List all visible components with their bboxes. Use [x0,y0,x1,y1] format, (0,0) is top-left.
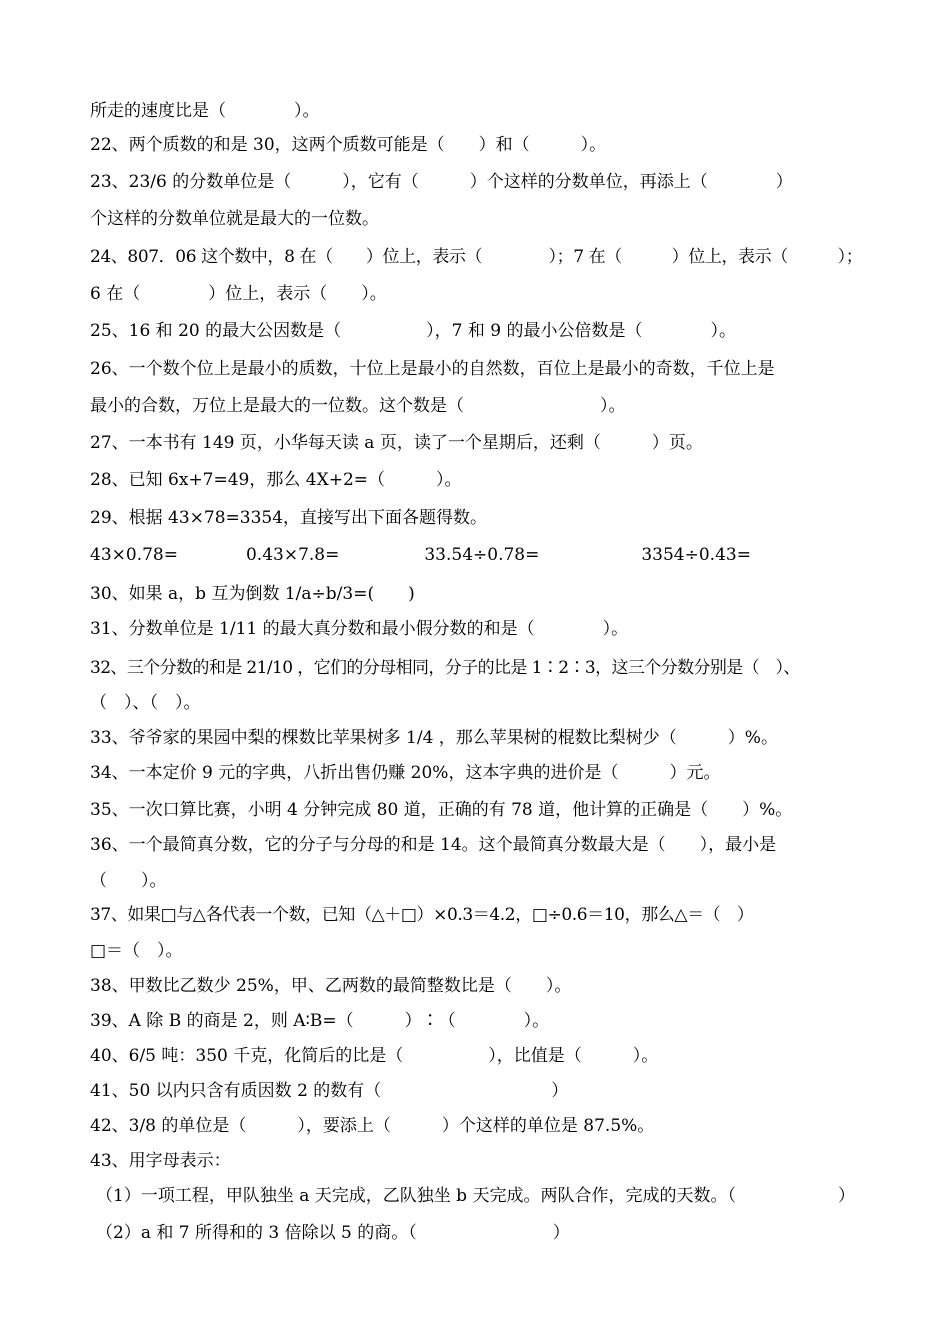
question-36: 36、一个最简真分数，它的分子与分母的和是 14。这个最简真分数最大是（ ），最小是 [90,835,777,855]
question-31: 31、分数单位是 1/11 的最大真分数和最小假分数的和是（ ）。 [90,619,629,639]
question-25: 25、16 和 20 的最大公因数是（ ），7 和 9 的最小公倍数是（ ）。 [90,321,736,341]
question-43: 43、用字母表示： [90,1151,231,1171]
question-21-continued: 所走的速度比是（ ）。 [90,101,320,121]
question-32-continued: （ ）、（ ）。 [90,693,201,713]
question-22: 22、两个质数的和是 30，这两个质数可能是（ ）和（ ）。 [90,135,607,155]
question-29-items: 43×0.78= 0.43×7.8= 33.54÷0.78= 3354÷0.43= [90,545,751,565]
question-28: 28、已知 6x+7=49，那么 4X+2=（ ）。 [90,470,462,490]
question-42: 42、3/8 的单位是（ ），要添上（ ）个这样的单位是 87.5%。 [90,1116,655,1136]
question-38: 38、甲数比乙数少 25%，甲、乙两数的最简整数比是（ ）。 [90,976,572,996]
question-36-continued: （ ）。 [90,871,167,891]
question-26-continued: 最小的合数，万位上是最大的一位数。这个数是（ ）。 [90,396,626,416]
question-24: 24、807．06 这个数中，8 在（ ）位上，表示（ ）；7 在（ ）位上，表示（ ）； [90,247,863,267]
question-23: 23、23/6 的分数单位是（ ），它有（ ）个这样的分数单位，再添上（ ） [90,172,793,192]
question-24-continued: 6 在（ ）位上，表示（ ）。 [90,284,387,304]
question-35: 35、一次口算比赛，小明 4 分钟完成 80 道，正确的有 78 道，他计算的正确是（ ）%。 [90,800,793,820]
question-43-part-1: （1）一项工程，甲队独坐 a 天完成，乙队独坐 b 天完成。两队合作，完成的天数。（ ） [96,1186,855,1206]
question-33: 33、爷爷家的果园中梨的棵数比苹果树多 1/4 ，那么苹果树的棍数比梨树少（ ）%。 [90,728,778,748]
question-23-continued: 个这样的分数单位就是最大的一位数。 [90,209,379,229]
question-26: 26、一个数个位上是最小的质数，十位上是最小的自然数，百位上是最小的奇数，千位上是 [90,359,775,379]
question-41: 41、50 以内只含有质因数 2 的数有（ ） [90,1081,569,1101]
question-37: 37、如果□与△各代表一个数，已知（△＋□）×0.3＝4.2，□÷0.6＝10，那么△＝（ ） [90,905,754,925]
question-39: 39、A 除 B 的商是 2，则 A∶B=（ ）∶（ ）。 [90,1011,550,1031]
question-30: 30、如果 a，b 互为倒数 1/a÷b/3=( ) [90,584,415,604]
question-29: 29、根据 43×78=3354，直接写出下面各题得数。 [90,508,488,528]
question-37-continued: □＝（ ）。 [90,941,183,961]
question-40: 40、6/5 吨：350 千克，化简后的比是（ ），比值是（ ）。 [90,1046,659,1066]
question-34: 34、一本定价 9 元的字典，八折出售仍赚 20%，这本字典的进价是（ ）元。 [90,763,721,783]
question-27: 27、一本书有 149 页，小华每天读 a 页，读了一个星期后，还剩（ ）页。 [90,433,703,453]
question-43-part-2: （2）a 和 7 所得和的 3 倍除以 5 的商。（ ） [96,1223,570,1243]
question-32: 32、三个分数的和是 21/10 ，它们的分母相同，分子的比是 1∶2∶3，这三个分数分别是（ ）、 [90,658,800,678]
